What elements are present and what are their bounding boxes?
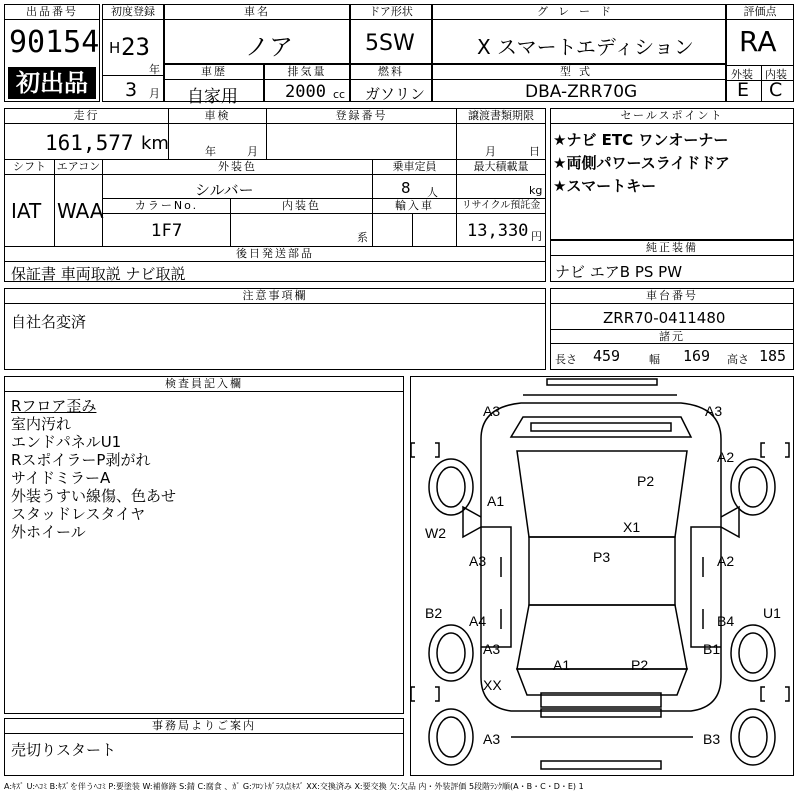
- first-registration-label: 初度登録: [103, 5, 163, 20]
- office-label: 事務局よりご案内: [5, 719, 403, 734]
- width-label: 幅: [649, 353, 660, 366]
- registration-label: 登録番号: [267, 109, 457, 124]
- inspector-line-2: 室内汚れ: [11, 415, 72, 433]
- interior-score: C: [769, 79, 783, 101]
- header-block: [4, 4, 794, 107]
- first-registration-cell: [102, 4, 164, 102]
- damage-label: B1: [703, 641, 721, 657]
- grade-cell: [432, 4, 726, 64]
- fuel: ガソリン: [365, 85, 426, 103]
- car-outline-diagram: [411, 377, 793, 775]
- recycle-label: リサイクル預託金: [457, 199, 545, 214]
- lot-number: 90154: [9, 25, 100, 60]
- inspection-month-unit: 月: [247, 145, 258, 158]
- inspector-line-8: 外ホイール: [11, 523, 86, 541]
- damage-label: A4: [469, 613, 487, 629]
- sales-point-1: ★ナビ ETC ワンオーナー: [553, 131, 729, 149]
- capacity: 8: [401, 179, 411, 197]
- height: 185: [759, 347, 787, 365]
- later-parts-label: 後日発送部品: [5, 247, 545, 262]
- damage-label: XX: [483, 677, 502, 693]
- damage-label: A2: [717, 449, 735, 465]
- history-label: 車歴: [165, 65, 263, 80]
- lot-number-cell: [4, 4, 100, 102]
- inspector-label: 検査員記入欄: [5, 377, 403, 392]
- inspection-label: 車検: [169, 109, 267, 124]
- displacement: 2000: [285, 82, 326, 102]
- displacement-label: 排気量: [265, 65, 349, 80]
- damage-label: A1: [487, 493, 505, 509]
- damage-label: B3: [703, 731, 721, 747]
- aircon-label: エアコン: [55, 160, 103, 175]
- door-type: 5SW: [365, 31, 415, 56]
- recycle-fee: 13,330: [467, 221, 529, 241]
- km-unit: km: [141, 133, 169, 154]
- damage-label: B4: [717, 613, 735, 629]
- damage-label: P2: [631, 657, 649, 673]
- shift-label: シフト: [5, 160, 55, 175]
- fuel-label: 燃料: [351, 65, 431, 80]
- car-name-cell: [164, 4, 350, 64]
- era-text: H: [109, 39, 121, 57]
- notes: 自社名変済: [11, 313, 87, 331]
- interior-label: 内装: [765, 68, 787, 81]
- shift: IAT: [11, 199, 42, 223]
- kg-unit: kg: [529, 184, 543, 197]
- inspector-line-1: Rフロア歪み: [11, 397, 97, 415]
- notes-block: [4, 288, 546, 370]
- office-block: [4, 718, 404, 776]
- office-note: 売切りスタート: [11, 741, 117, 759]
- car-name: ノア: [245, 33, 293, 61]
- height-label: 高さ: [727, 353, 749, 366]
- history: 自家用: [187, 87, 238, 107]
- damage-label: X1: [623, 519, 641, 535]
- grade-label: グレード: [433, 5, 725, 20]
- sales-points-block: [550, 108, 794, 240]
- door-type-label: ドア形状: [351, 5, 431, 20]
- damage-label: A3: [483, 403, 501, 419]
- chassis-block: [550, 288, 794, 370]
- deadline-month-unit: 月: [485, 145, 496, 158]
- exterior-label: 外装: [731, 68, 753, 81]
- damage-label: A2: [717, 553, 735, 569]
- displacement-cell: [264, 64, 350, 102]
- damage-label: A1: [553, 657, 571, 673]
- inspector-line-4: RスポイラーP剥がれ: [11, 451, 151, 469]
- damage-label: A3: [469, 553, 487, 569]
- inspector-line-6: 外装うすい線傷、色あせ: [11, 487, 177, 505]
- width: 169: [683, 347, 711, 365]
- length-label: 長さ: [555, 353, 577, 366]
- score-cell: [726, 4, 794, 102]
- spec-block: [4, 108, 546, 282]
- notes-label: 注意事項欄: [5, 289, 545, 304]
- deadline-day-label: 日: [529, 145, 540, 158]
- inspection-year-unit: 年: [205, 145, 216, 158]
- inspector-line-7: スタッドレスタイヤ: [11, 505, 146, 523]
- length: 459: [593, 347, 621, 365]
- car-name-label: 車名: [165, 5, 349, 20]
- chassis-number: ZRR70-0411480: [603, 309, 726, 327]
- damage-label: P2: [637, 473, 655, 489]
- mileage-label: 走行: [5, 109, 169, 124]
- model-code: DBA-ZRR70G: [525, 82, 638, 102]
- lot-number-label: 出品番号: [5, 5, 99, 20]
- door-type-cell: [350, 4, 432, 64]
- max-load-label: 最大積載量: [457, 160, 545, 175]
- import-label: 輸入車: [373, 199, 457, 214]
- mileage: 161,577: [45, 131, 134, 155]
- score-label: 評価点: [727, 5, 793, 20]
- history-cell: [164, 64, 264, 107]
- fuel-cell: [350, 64, 432, 102]
- sales-point-3: ★スマートキー: [553, 177, 657, 195]
- equipment-block: [550, 240, 794, 282]
- first-listing-badge: 初出品: [8, 67, 96, 99]
- damage-label: A3: [483, 731, 501, 747]
- dims-label: 諸元: [551, 329, 793, 344]
- damage-label: P3: [593, 549, 611, 565]
- equipment-label: 純正装備: [551, 241, 793, 256]
- equipment: ナビ エアB PS PW: [555, 263, 683, 281]
- damage-label: W2: [425, 525, 446, 541]
- damage-map: [410, 376, 794, 776]
- month-suffix: 月: [149, 87, 160, 100]
- month-text: 3: [125, 79, 138, 101]
- cc-unit: cc: [333, 88, 346, 101]
- inspector-line-3: エンドパネルU1: [11, 433, 122, 451]
- damage-label: B2: [425, 605, 443, 621]
- capacity-label: 乗車定員: [373, 160, 457, 175]
- score: RA: [739, 25, 777, 58]
- damage-label: A3: [705, 403, 723, 419]
- inspector-block: [4, 376, 404, 714]
- interior-color-label: 内装色: [231, 199, 373, 214]
- aircon: WAA: [57, 199, 104, 223]
- year-suffix: 年: [149, 63, 160, 76]
- sales-point-2: ★両側パワースライドドア: [553, 154, 730, 172]
- color-no-label: カラーNo.: [103, 199, 231, 214]
- exterior-color: シルバー: [195, 181, 254, 199]
- transfer-deadline-label: 譲渡書類期限: [457, 109, 545, 124]
- grade: X スマートエディション: [477, 35, 694, 59]
- sales-points-label: セールスポイント: [551, 109, 793, 124]
- year-text: 23: [121, 33, 150, 61]
- chassis-label: 車台番号: [551, 289, 793, 304]
- legend: A:ｷｽﾞ U:ﾍｺﾐ B:ｷｽﾞを伴うﾍｺﾐ P:要塗装 W:補修跡 S:錆 C:腐食 、ｶﾞ G:ﾌﾛﾝﾄｶﾞﾗｽ点ｷｽﾞ XX:交換済み X:要交換 欠:欠品 内・外装評価 5段階ﾗﾝｸ順(A・B・C・D・E) 1: [4, 782, 584, 791]
- exterior-score: E: [737, 79, 750, 101]
- yen-unit: 円: [531, 230, 542, 243]
- inspector-line-5: サイドミラーA: [11, 469, 111, 487]
- color-no: 1F7: [151, 221, 183, 241]
- exterior-color-label: 外装色: [103, 160, 373, 175]
- damage-label: A3: [483, 641, 501, 657]
- damage-label: U1: [763, 605, 781, 621]
- later-parts: 保証書 車両取説 ナビ取説: [11, 265, 186, 283]
- model-code-label: 型式: [433, 65, 725, 80]
- kei-unit: 系: [357, 231, 368, 244]
- persons-unit: 人: [427, 186, 438, 199]
- model-code-cell: [432, 64, 726, 102]
